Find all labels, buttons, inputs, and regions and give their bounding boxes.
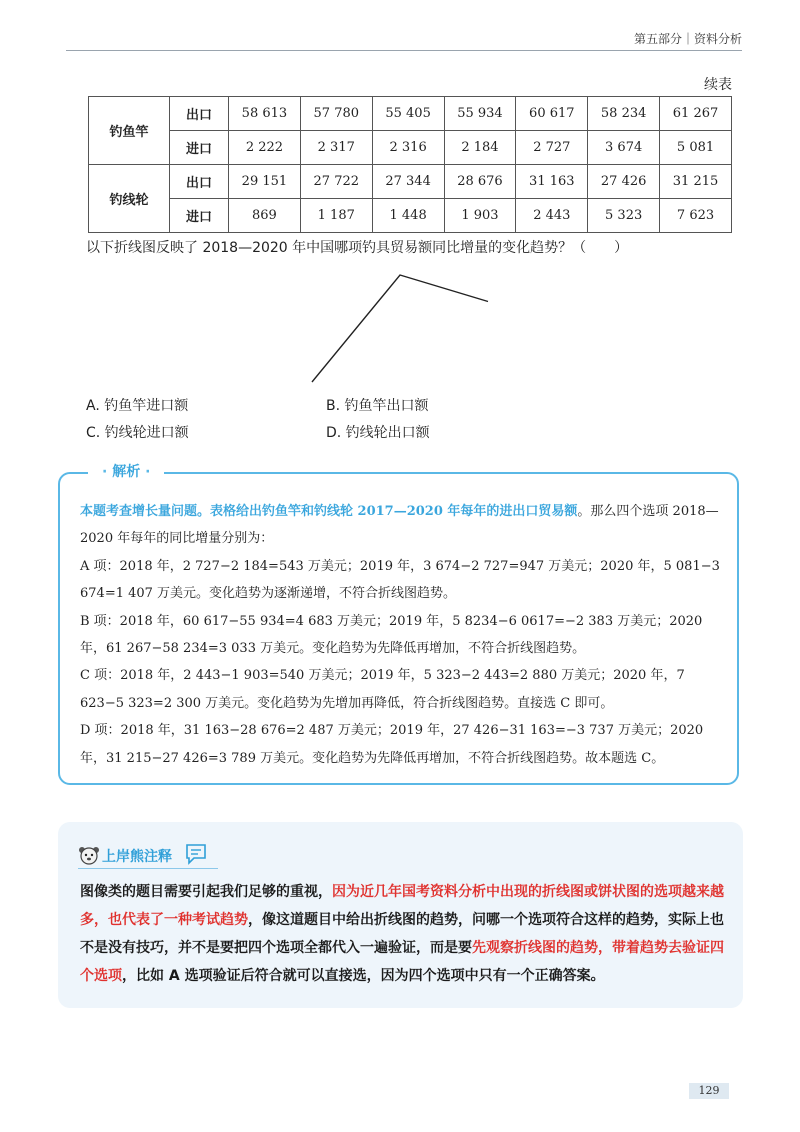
note-text: ，比如 A 选项验证后符合就可以直接选，因为四个选项中只有一个正确答案。 [122,968,605,984]
note-text: 图像类的题目需要引起我们足够的重视， [80,884,332,900]
analysis-body [80,498,730,772]
value-cell: 61 267 [660,97,732,131]
product-cell: 钓鱼竿 [89,97,170,165]
value-cell: 31 163 [516,165,588,199]
speech-bubble-icon [184,843,208,865]
option-c[interactable]: C. 钓线轮进口额 [86,425,189,441]
value-cell: 3 674 [588,131,660,165]
value-cell: 58 234 [588,97,660,131]
value-cell: 57 780 [300,97,372,131]
tag-dots-icon: · [140,464,151,480]
analysis-intro [80,498,730,553]
option-a[interactable]: A. 钓鱼竿进口额 [86,398,189,414]
value-cell: 2 316 [372,131,444,165]
value-cell: 2 222 [229,131,301,165]
page-header [0,0,800,46]
note-body [80,878,730,990]
value-cell: 869 [229,199,301,233]
analysis-item-d: D 项：2018 年，31 163−28 676=2 487 万美元；2019 年，27 426−31 163=−3 737 万美元；2020 年，31 215−27 426=3 789 万美元。变化趋势为先降低再增加，不符合折线图趋势。故本题选 C。 [80,723,704,766]
value-cell: 5 081 [660,131,732,165]
note-title-underline [78,868,218,869]
analysis-item-c: C 项：2018 年，2 443−1 903=540 万美元；2019 年，5 323−2 443=2 880 万美元；2020 年，7 623−5 323=2 300 万美元。变化趋势为先增加再降低，符合折线图趋势。直接选 C 即可。 [80,668,685,711]
product-cell: 钓线轮 [89,165,170,233]
value-cell: 27 426 [588,165,660,199]
kind-cell: 进口 [170,131,229,165]
section-title: 第五部分｜资料分析 [633,32,742,46]
table-row [89,97,732,131]
value-cell: 31 215 [660,165,732,199]
value-cell: 58 613 [229,97,301,131]
value-cell: 1 187 [300,199,372,233]
value-cell: 55 405 [372,97,444,131]
analysis-tag [88,461,164,483]
value-cell: 2 443 [516,199,588,233]
table-continue-label: 续表 [704,77,732,93]
value-cell: 55 934 [444,97,516,131]
note-text: ，像这道题目中给出折线图的趋势，问哪一个选项符合这样的趋势，实际上也不是没有技巧，并不是要把四个选项全都代入一遍验证，而是要 [80,912,724,956]
value-cell: 5 323 [588,199,660,233]
bear-mascot-icon [78,845,100,865]
value-cell: 2 317 [300,131,372,165]
value-cell: 27 722 [300,165,372,199]
analysis-item-a: A 项：2018 年，2 727−2 184=543 万美元；2019 年，3 674−2 727=947 万美元；2020 年，5 081−3 674=1 407 万美元。变化趋势为逐渐递增，不符合折线图趋势。 [80,558,720,602]
value-cell: 7 623 [660,199,732,233]
analysis-intro-rest: 。那么四个选项 2018—2020 年每年的同比增量分别为： [80,504,719,547]
header-divider [66,50,742,51]
kind-cell: 出口 [170,165,229,199]
value-cell: 28 676 [444,165,516,199]
analysis-item-b: B 项：2018 年，60 617−55 934=4 683 万美元；2019 年，5 8234−6 0617=−2 383 万美元；2020 年，61 267−58 234=3 033 万美元。变化趋势为先降低再增加，不符合折线图趋势。 [80,613,703,657]
value-cell: 1 448 [372,199,444,233]
tag-dots-icon: · [102,464,113,480]
note-red-text: 因为近几年国考资料分析中出现的折线图或饼状图的选项越来越多，也代表了一种考试趋势 [80,884,724,928]
note-title: 上岸熊注释 [102,849,172,865]
value-cell: 1 903 [444,199,516,233]
question-text: 以下折线图反映了 2018—2020 年中国哪项钓具贸易额同比增量的变化趋势？（ ） [86,240,629,256]
option-d[interactable]: D. 钓线轮出口额 [326,425,430,441]
value-cell: 2 184 [444,131,516,165]
table-row [89,131,732,165]
value-cell: 60 617 [516,97,588,131]
kind-cell: 进口 [170,199,229,233]
note-red-text: 先观察折线图的趋势，带着趋势去验证四个选项 [80,940,724,984]
analysis-tag-label: 解析 [112,464,141,480]
kind-cell: 出口 [170,97,229,131]
page-number: 129 [689,1083,729,1099]
table-row [89,199,732,233]
trade-table [88,96,732,233]
trend-line-chart [300,265,500,390]
value-cell: 29 151 [229,165,301,199]
value-cell: 2 727 [516,131,588,165]
table-row [89,165,732,199]
option-b[interactable]: B. 钓鱼竿出口额 [326,398,429,414]
analysis-intro-highlight: 本题考查增长量问题。表格给出钓鱼竿和钓线轮 2017—2020 年每年的进出口贸易额 [80,504,578,519]
trend-line [312,275,488,382]
value-cell: 27 344 [372,165,444,199]
